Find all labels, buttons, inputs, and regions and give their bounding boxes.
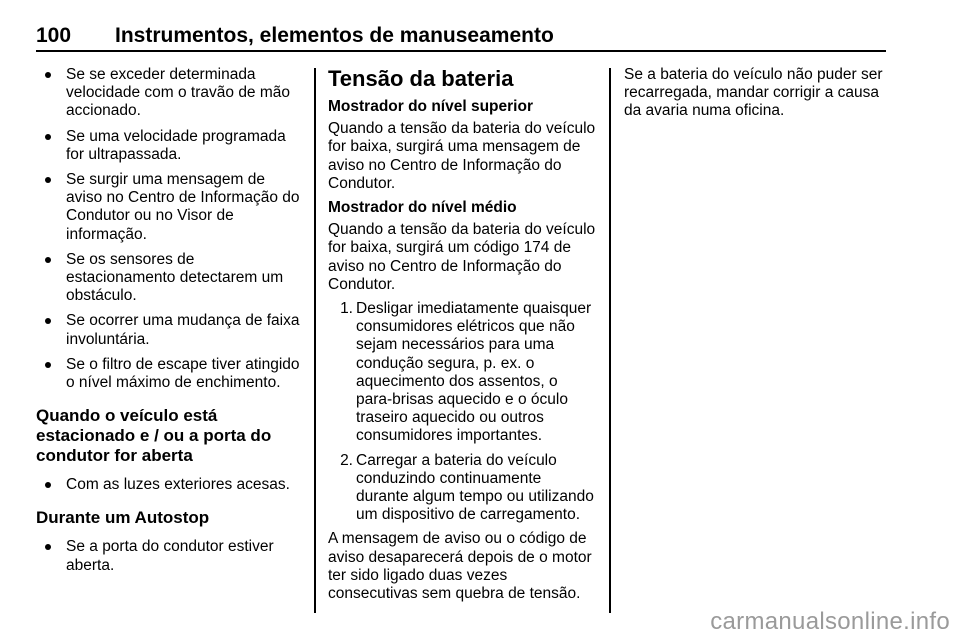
column-middle bbox=[328, 66, 598, 609]
heading-mid-level: Mostrador do nível médio bbox=[328, 199, 517, 217]
paragraph-upper: Quando a tensão da bateria do veículo for baixa, surgirá uma mensagem de aviso no Centro de Informação do Condutor. bbox=[328, 120, 596, 192]
heading-autostop: Durante um Autostop bbox=[36, 508, 210, 528]
step-text: Desligar imediatamente quaisquer consumidores elétricos que não sejam necessários para uma condução segura, p. ex. o aquecimento dos assentos, o para-brisas aquecido e o óculo traseiro aquecido ou outros consumidores importantes. bbox=[356, 300, 592, 445]
bullet-list-parked bbox=[36, 476, 304, 494]
bullet-list-autostop bbox=[36, 538, 304, 574]
list-item: Se ocorrer uma mudança de faixa involuntária. bbox=[36, 312, 304, 348]
step-number: 2. bbox=[340, 451, 353, 469]
list-item: Se o filtro de escape tiver atingido o nível máximo de enchimento. bbox=[36, 356, 304, 392]
page-number: 100 bbox=[36, 24, 72, 47]
step-item bbox=[331, 452, 598, 525]
list-item: Se os sensores de estacionamento detectarem um obstáculo. bbox=[36, 251, 304, 306]
heading-parked: Quando o veículo está estacionado e / ou a porta do condutor for aberta bbox=[36, 406, 272, 466]
column-divider-1 bbox=[314, 68, 316, 613]
column-right bbox=[624, 66, 890, 127]
paragraph-right: Se a bateria do veículo não puder ser recarregada, mandar corrigir a causa da avaria numa oficina. bbox=[624, 66, 883, 120]
page-title: Instrumentos, elementos de manuseamento bbox=[115, 24, 554, 47]
list-item: Se se exceder determinada velocidade com o travão de mão accionado. bbox=[36, 66, 304, 121]
steps-list bbox=[331, 300, 598, 524]
column-divider-2 bbox=[609, 68, 611, 613]
section-title: Tensão da bateria bbox=[328, 66, 514, 91]
heading-upper-level: Mostrador do nível superior bbox=[328, 98, 533, 115]
paragraph-closing: A mensagem de aviso ou o código de aviso desaparecerá depois de o motor ter sido ligado duas vezes consecutivas sem quebra de tensão. bbox=[328, 530, 592, 603]
bullet-list-top bbox=[36, 66, 304, 392]
step-text: Carregar a bateria do veículo conduzindo continuamente durante algum tempo ou utilizando um dispositivo de carregamento. bbox=[356, 451, 594, 524]
list-item: Se uma velocidade programada for ultrapassada. bbox=[36, 128, 304, 164]
list-item: Se surgir uma mensagem de aviso no Centro de Informação do Condutor ou no Visor de informação. bbox=[36, 171, 304, 244]
paragraph-mid: Quando a tensão da bateria do veículo for baixa, surgirá um código 174 de aviso no Centro de Informação do Condutor. bbox=[328, 221, 596, 293]
step-number: 1. bbox=[340, 300, 353, 318]
column-left bbox=[36, 66, 304, 582]
list-item: Se a porta do condutor estiver aberta. bbox=[36, 538, 304, 574]
page-header bbox=[36, 24, 886, 52]
step-item bbox=[331, 300, 598, 446]
list-item: Com as luzes exteriores acesas. bbox=[36, 476, 304, 494]
watermark-text: carmanualsonline.info bbox=[710, 608, 950, 635]
header-rule bbox=[36, 50, 886, 52]
